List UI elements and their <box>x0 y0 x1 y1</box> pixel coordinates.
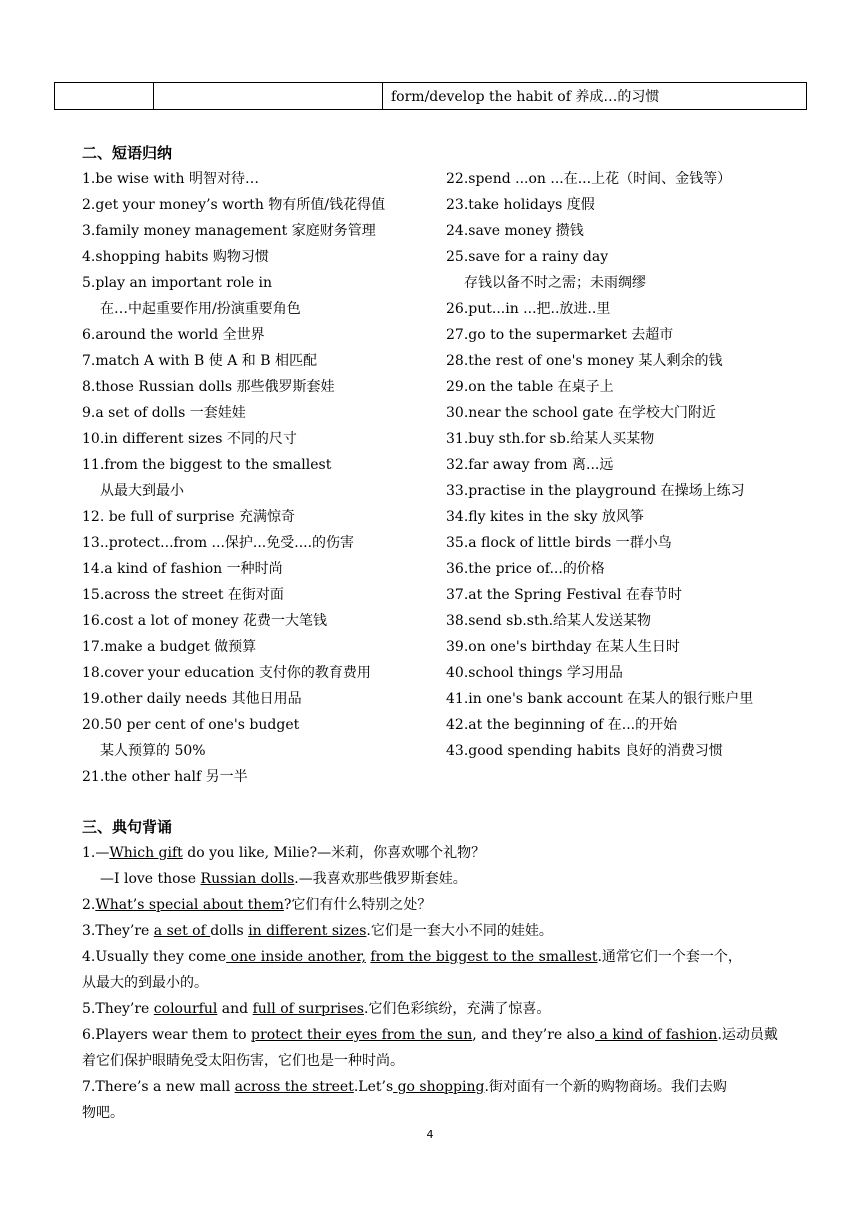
phrase-item: 30.near the school gate 在学校大门附近 <box>446 405 716 421</box>
sentence-text: 物吧。 <box>82 1105 124 1121</box>
sentence-text: .Let’s <box>353 1079 394 1095</box>
sentence-text: .—我喜欢那些俄罗斯套娃。 <box>294 871 467 887</box>
phrase-item: 36.the price of...的价格 <box>446 561 605 577</box>
phrase-item: 从最大到最小 <box>100 483 184 499</box>
phrase-item: 在…中起重要作用/扮演重要角色 <box>100 301 301 317</box>
phrase-item: 40.school things 学习用品 <box>446 665 623 681</box>
phrase-item: 4.shopping habits 购物习惯 <box>82 249 269 265</box>
section2-heading: 二、短语归纳 <box>82 144 173 162</box>
sentence-text: 从最大的到最小的。 <box>82 975 208 991</box>
sentence-text: .街对面有一个新的购物商场。我们去购 <box>484 1079 727 1095</box>
underlined-phrase: a set of <box>153 923 211 939</box>
phrase-item: 1.be wise with 明智对待… <box>82 171 259 187</box>
sentence-text: 7.There’s a new mall <box>82 1079 235 1095</box>
phrase-item: 20.50 per cent of one's budget <box>82 717 300 733</box>
sentence-text: .运动员戴 <box>717 1027 778 1043</box>
phrase-item: 38.send sb.sth.给某人发送某物 <box>446 613 652 629</box>
phrase-item: 41.in one's bank account 在某人的银行账户里 <box>446 691 754 707</box>
phrase-item: 27.go to the supermarket 去超市 <box>446 327 674 343</box>
phrase-item: 3.family money management 家庭财务管理 <box>82 223 376 239</box>
phrase-item: 10.in different sizes 不同的尺寸 <box>82 431 297 447</box>
phrase-item: 26.put...in ...把..放进..里 <box>446 301 611 317</box>
sentence-text: 2. <box>82 897 96 913</box>
phrases-left-column <box>82 166 462 790</box>
sentence-text: 4.Usually they come <box>82 949 227 965</box>
sentence-text: 着它们保护眼睛免受太阳伤害，它们也是一种时尚。 <box>82 1053 404 1069</box>
phrase-item: 35.a flock of little birds 一群小鸟 <box>446 535 672 551</box>
phrase-item: 18.cover your education 支付你的教育费用 <box>82 665 371 681</box>
underlined-phrase: Which gift <box>109 845 183 861</box>
phrase-item: 29.on the table 在桌子上 <box>446 379 614 395</box>
sentence-line <box>82 996 802 1022</box>
underlined-phrase: full of surprises <box>252 1001 364 1017</box>
sentence-line <box>82 840 802 866</box>
phrase-item: 9.a set of dolls 一套娃娃 <box>82 405 246 421</box>
phrase-item: 17.make a budget 做预算 <box>82 639 257 655</box>
page-number: 4 <box>426 1128 434 1141</box>
table-cell-1 <box>55 83 154 110</box>
sentence-text: 1.— <box>82 845 110 861</box>
phrase-item: 12. be full of surprise 充满惊奇 <box>82 509 296 525</box>
phrase-item: 23.take holidays 度假 <box>446 197 595 213</box>
underlined-phrase: from the biggest to the smallest <box>370 949 598 965</box>
phrase-item: 5.play an important role in <box>82 275 273 291</box>
phrase-item: 31.buy sth.for sb.给某人买某物 <box>446 431 655 447</box>
phrase-item: 24.save money 攒钱 <box>446 223 584 239</box>
table-cell-3: form/develop the habit of 养成…的习惯 <box>383 83 807 110</box>
underlined-phrase: in different sizes <box>248 923 367 939</box>
phrase-item: 16.cost a lot of money 花费一大笔钱 <box>82 613 327 629</box>
phrase-item: 25.save for a rainy day <box>446 249 609 265</box>
sentence-line <box>82 918 802 944</box>
underlined-phrase: go shopping <box>393 1079 485 1095</box>
phrase-item: 42.at the beginning of 在...的开始 <box>446 717 678 733</box>
phrase-item: 28.the rest of one's money 某人剩余的钱 <box>446 353 723 369</box>
phrase-item: 32.far away from 离...远 <box>446 457 614 473</box>
phrase-item: 13..protect...from ...保护...免受....的伤害 <box>82 535 355 551</box>
phrase-item: 34.fly kites in the sky 放风筝 <box>446 509 644 525</box>
sentence-text: .它们是一套大小不同的娃娃。 <box>366 923 553 939</box>
sentence-line <box>82 1022 802 1048</box>
sentence-text: —I love those <box>100 871 201 887</box>
phrase-item: 2.get your money’s worth 物有所值/钱花得值 <box>82 197 386 213</box>
phrase-item: 33.practise in the playground 在操场上练习 <box>446 483 745 499</box>
underlined-phrase: one inside another, <box>226 949 366 965</box>
sentence-line <box>82 970 802 996</box>
underlined-phrase: What’s special about them <box>95 897 284 913</box>
phrase-item: 某人预算的 50% <box>100 743 206 759</box>
phrase-item: 21.the other half 另一半 <box>82 769 248 785</box>
phrase-item: 19.other daily needs 其他日用品 <box>82 691 302 707</box>
phrases-right-column <box>446 166 806 764</box>
section3-heading: 三、典句背诵 <box>82 818 173 836</box>
sentence-text: do you like, Milie?—米莉，你喜欢哪个礼物？ <box>182 845 486 861</box>
sentence-text: 5.They’re <box>82 1001 154 1017</box>
sentence-line <box>82 1074 802 1100</box>
phrase-item: 6.around the world 全世界 <box>82 327 265 343</box>
phrase-item: 22.spend ...on ...在...上花（时间、金钱等） <box>446 171 732 187</box>
phrase-item: 14.a kind of fashion 一种时尚 <box>82 561 283 577</box>
phrase-item: 11.from the biggest to the smallest <box>82 457 332 473</box>
sentence-text: .通常它们一个套一个， <box>597 949 742 965</box>
sentence-text: , and they’re also <box>472 1027 596 1043</box>
phrase-item: 37.at the Spring Festival 在春节时 <box>446 587 682 603</box>
underlined-phrase: colourful <box>153 1001 218 1017</box>
table-row <box>55 83 807 110</box>
underlined-phrase: protect their eyes from the sun <box>251 1027 473 1043</box>
phrase-item: 存钱以备不时之需；未雨绸缪 <box>464 275 646 291</box>
sentence-line <box>82 1100 802 1126</box>
key-sentences <box>82 840 802 1126</box>
vocab-table-fragment <box>54 82 807 110</box>
phrase-item: 7.match A with B 使 A 和 B 相匹配 <box>82 353 317 369</box>
sentence-text: 6.Players wear them to <box>82 1027 252 1043</box>
phrase-item: 8.those Russian dolls 那些俄罗斯套娃 <box>82 379 335 395</box>
phrase-item: 39.on one's birthday 在某人生日时 <box>446 639 680 655</box>
sentence-text: ?它们有什么特别之处？ <box>283 897 432 913</box>
underlined-phrase: Russian dolls <box>200 871 295 887</box>
phrase-item: 43.good spending habits 良好的消费习惯 <box>446 743 723 759</box>
sentence-line <box>82 1048 802 1074</box>
sentence-line <box>82 892 802 918</box>
underlined-phrase: a kind of fashion <box>595 1027 718 1043</box>
sentence-text: dolls <box>210 923 249 939</box>
sentence-text: and <box>217 1001 253 1017</box>
table-cell-2 <box>154 83 383 110</box>
underlined-phrase: across the street <box>234 1079 354 1095</box>
sentence-line <box>82 866 802 892</box>
sentence-text: 3.They’re <box>82 923 154 939</box>
sentence-text: .它们色彩缤纷，充满了惊喜。 <box>363 1001 551 1017</box>
phrase-item: 15.across the street 在街对面 <box>82 587 284 603</box>
sentence-line <box>82 944 802 970</box>
